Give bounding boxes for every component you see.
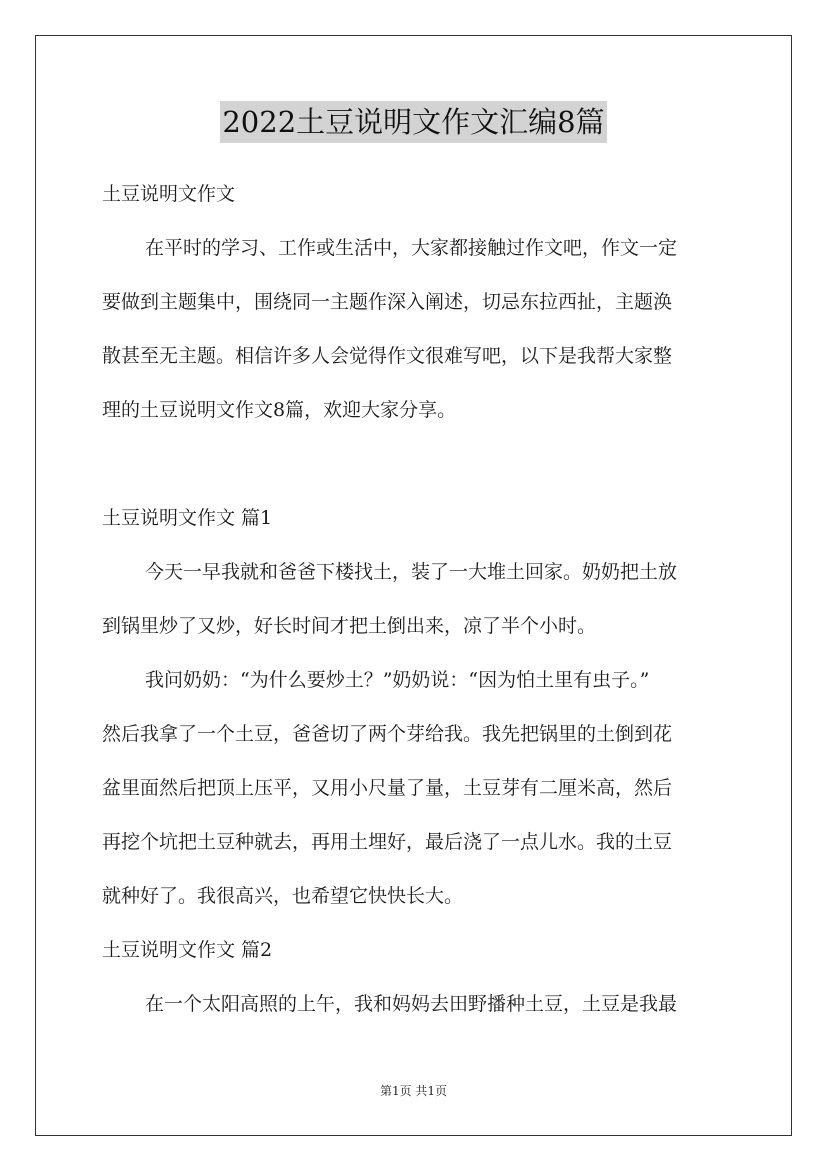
page-footer: 第1页 共1页 (379, 1084, 448, 1098)
paragraph-line: 要做到主题集中，围绕同一主题作深入阐述，切忌东拉西扯，主题涣 (102, 291, 673, 313)
paragraph-line: 就种好了。我很高兴，也希望它快快长大。 (102, 885, 464, 907)
paragraph-line: 在一个太阳高照的上午，我和妈妈去田野播种土豆，土豆是我最 (145, 993, 678, 1015)
section-heading-2: 土豆说明文作文 篇2 (102, 939, 273, 961)
paragraph-line: 然后我拿了一个土豆，爸爸切了两个芽给我。我先把锅里的土倒到花 (102, 723, 673, 745)
section-heading-intro: 土豆说明文作文 (102, 183, 236, 205)
document-title: 2022土豆说明文作文汇编8篇 (220, 101, 606, 143)
paragraph-line: 今天一早我就和爸爸下楼找土，装了一大堆土回家。奶奶把土放 (145, 561, 678, 583)
title-container (0, 101, 827, 143)
paragraph-line: 再挖个坑把土豆种就去，再用土埋好，最后浇了一点儿水。我的土豆 (102, 831, 673, 853)
paragraph-line: 到锅里炒了又炒，好长时间才把土倒出来，凉了半个小时。 (102, 615, 597, 637)
paragraph-line: 理的土豆说明文作文8篇，欢迎大家分享。 (102, 399, 457, 421)
paragraph-line: 在平时的学习、工作或生活中，大家都接触过作文吧，作文一定 (145, 237, 678, 259)
section-heading-1: 土豆说明文作文 篇1 (102, 507, 273, 529)
paragraph-line: 我问奶奶：“为什么要炒土？”奶奶说：“因为怕土里有虫子。” (145, 669, 650, 691)
paragraph-line: 散甚至无主题。相信许多人会觉得作文很难写吧，以下是我帮大家整 (102, 345, 673, 367)
paragraph-line: 盆里面然后把顶上压平，又用小尺量了量，土豆芽有二厘米高，然后 (102, 777, 673, 799)
